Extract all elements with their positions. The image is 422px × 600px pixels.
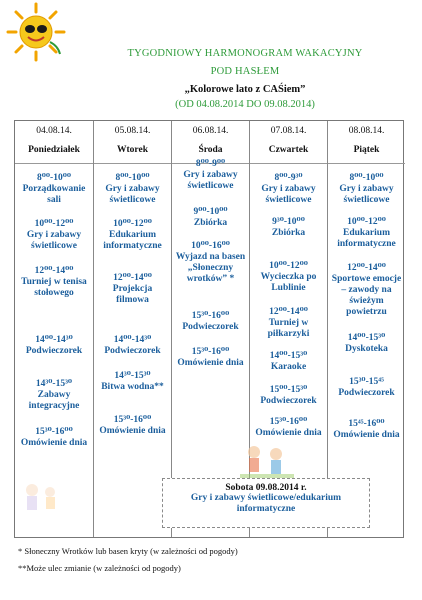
- item-activity: Podwieczorek: [260, 396, 317, 406]
- column-day: Czwartek: [250, 145, 327, 164]
- item-activity: Omówienie dnia: [333, 430, 400, 440]
- item-activity: Gry i zabawy świetlicowe: [26, 230, 82, 251]
- item-activity: Podwieczorek: [338, 388, 395, 398]
- page-title: TYGODNIOWY HARMONOGRAM WAKACYJNY: [127, 48, 363, 59]
- item-time: 14³⁰-15³⁰: [114, 371, 151, 381]
- column-day: Wtorek: [94, 145, 171, 164]
- item-activity: Wyjazd na basen „Słoneczny wrotków” *: [175, 252, 246, 284]
- column-date: 08.08.14.: [348, 126, 385, 136]
- item-activity: Turniej w piłkarzyki: [267, 318, 310, 339]
- item-time: 15³⁰-16⁰⁰: [269, 417, 308, 427]
- item-time: 15³⁰-16⁰⁰: [191, 347, 230, 357]
- item-activity: Zbiórka: [193, 218, 228, 228]
- item-time: 14³⁰-15³⁰: [35, 379, 73, 389]
- item-time: 8⁰⁰-9³⁰: [274, 173, 303, 183]
- item-time: 15⁴⁵-16⁰⁰: [348, 419, 385, 429]
- schedule-item: [252, 417, 325, 439]
- item-time: 15³⁰-16⁰⁰: [113, 415, 152, 425]
- item-activity: Podwieczorek: [104, 346, 161, 356]
- schedule-item: [17, 219, 91, 252]
- item-activity: Porządkowanie sali: [22, 184, 86, 205]
- date-range: (OD 04.08.2014 DO 09.08.2014): [175, 99, 315, 110]
- schedule-table: [14, 120, 404, 538]
- item-time: 15³⁰-16⁰⁰: [35, 427, 73, 437]
- footnote: **Może ulec zmianie (w zależności od pogody): [18, 563, 181, 573]
- page-title-line2: POD HASŁEM: [210, 66, 280, 77]
- kids-illustration: [240, 440, 294, 480]
- saturday-box: [162, 478, 370, 528]
- schedule-item: [252, 385, 325, 407]
- schedule-item: [252, 351, 325, 373]
- schedule-item: [252, 261, 325, 294]
- footnote: * Słoneczny Wrotków lub basen kryty (w zależności od pogody): [18, 546, 238, 556]
- item-time: 12⁰⁰-14⁰⁰: [347, 263, 386, 273]
- schedule-item: [17, 335, 91, 357]
- item-time: 10⁰⁰-12⁰⁰: [113, 219, 152, 229]
- item-time: 10⁰⁰-12⁰⁰: [34, 219, 74, 229]
- item-time: 12⁰⁰-14⁰⁰: [113, 273, 152, 283]
- item-time: 12⁰⁰-14⁰⁰: [269, 307, 308, 317]
- item-time: 14⁰⁰-14³⁰: [113, 335, 152, 345]
- schedule-item: [174, 241, 247, 285]
- column-date: 04.08.14.: [36, 126, 72, 136]
- item-activity: Zbiórka: [271, 228, 306, 238]
- event-subtitle: „Kolorowe lato z CAŚiem”: [184, 84, 306, 95]
- item-activity: Projekcja filmowa: [112, 284, 153, 305]
- schedule-item: [174, 159, 247, 192]
- item-activity: Dyskoteka: [345, 344, 388, 354]
- schedule-item: [330, 217, 403, 250]
- schedule-item: [17, 427, 91, 449]
- item-activity: Karaoke: [270, 362, 307, 372]
- column-day: Środa: [172, 145, 249, 164]
- schedule-item: [17, 379, 91, 412]
- kids-illustration: [16, 476, 64, 516]
- schedule-item: [174, 207, 247, 229]
- item-activity: Turniej w tenisa stołowego: [21, 277, 87, 298]
- schedule-item: [252, 307, 325, 340]
- item-activity: Wycieczka po Lublinie: [260, 272, 317, 293]
- item-time: 14⁰⁰-14³⁰: [35, 335, 73, 345]
- item-activity: Gry i zabawy świetlicowe: [105, 184, 160, 205]
- item-time: 8⁰⁰-9⁰⁰: [195, 159, 226, 169]
- column-date: 07.08.14.: [270, 126, 307, 136]
- schedule-item: [96, 371, 169, 393]
- item-time: 9⁰⁰-10⁰⁰: [193, 207, 228, 217]
- item-time: 10⁰⁰-16⁰⁰: [191, 241, 230, 251]
- day-column-friday: [327, 121, 405, 537]
- saturday-title: Sobota 09.08.2014 r.: [225, 483, 307, 493]
- item-activity: Bitwa wodna**: [101, 382, 164, 392]
- schedule-item: [96, 335, 169, 357]
- schedule-item: [330, 377, 403, 399]
- schedule-item: [96, 415, 169, 437]
- column-date: 05.08.14.: [114, 126, 151, 136]
- day-column-tuesday: [93, 121, 171, 537]
- item-time: 15³⁰-15⁴⁵: [349, 377, 384, 387]
- item-activity: Omówienie dnia: [255, 428, 322, 438]
- item-activity: Edukarium informatyczne: [337, 228, 396, 249]
- item-time: 9³⁰-10⁰⁰: [272, 217, 305, 227]
- item-activity: Omówienie dnia: [177, 358, 244, 368]
- item-time: 10⁰⁰-12⁰⁰: [347, 217, 386, 227]
- item-activity: Edukarium informatyczne: [103, 230, 162, 251]
- sun-icon: [6, 2, 66, 62]
- item-time: 8⁰⁰-10⁰⁰: [115, 173, 150, 183]
- day-column-wednesday: [171, 121, 249, 537]
- column-day: Poniedziałek: [15, 145, 93, 164]
- schedule-item: [330, 263, 403, 318]
- column-date: 06.08.14.: [192, 126, 229, 136]
- item-time: 15⁰⁰-15³⁰: [269, 385, 308, 395]
- schedule-item: [96, 273, 169, 306]
- day-column-monday: [15, 121, 93, 537]
- schedule-item: [174, 347, 247, 369]
- column-day: Piątek: [328, 145, 405, 164]
- schedule-item: [252, 173, 325, 206]
- item-activity: Podwieczorek: [25, 346, 83, 356]
- item-time: 8⁰⁰-10⁰⁰: [349, 173, 384, 183]
- item-time: 8⁰⁰-10⁰⁰: [36, 173, 72, 183]
- item-time: 10⁰⁰-12⁰⁰: [269, 261, 308, 271]
- schedule-item: [252, 217, 325, 239]
- item-activity: Omówienie dnia: [99, 426, 166, 436]
- item-time: 15³⁰-16⁰⁰: [191, 311, 230, 321]
- schedule-item: [330, 333, 403, 355]
- item-activity: Gry i zabawy świetlicowe: [183, 170, 238, 191]
- schedule-item: [96, 173, 169, 206]
- schedule-item: [17, 173, 91, 206]
- item-time: 12⁰⁰-14⁰⁰: [34, 266, 74, 276]
- schedule-item: [330, 173, 403, 206]
- saturday-activity: Gry i zabawy świetlicowe/edukarium informatyczne: [190, 493, 342, 514]
- item-activity: Podwieczorek: [182, 322, 239, 332]
- item-activity: Sportowe emocje – zawody na świeżym powietrzu: [331, 274, 402, 317]
- schedule-item: [174, 311, 247, 333]
- item-activity: Omówienie dnia: [20, 438, 88, 448]
- schedule-item: [330, 419, 403, 441]
- item-activity: Gry i zabawy świetlicowe: [339, 184, 394, 205]
- schedule-item: [17, 266, 91, 299]
- item-activity: Zabawy integracyjne: [28, 390, 80, 411]
- item-time: 14⁰⁰-15³⁰: [347, 333, 386, 343]
- item-activity: Gry i zabawy świetlicowe: [261, 184, 316, 205]
- schedule-item: [96, 219, 169, 252]
- item-time: 14⁰⁰-15³⁰: [269, 351, 308, 361]
